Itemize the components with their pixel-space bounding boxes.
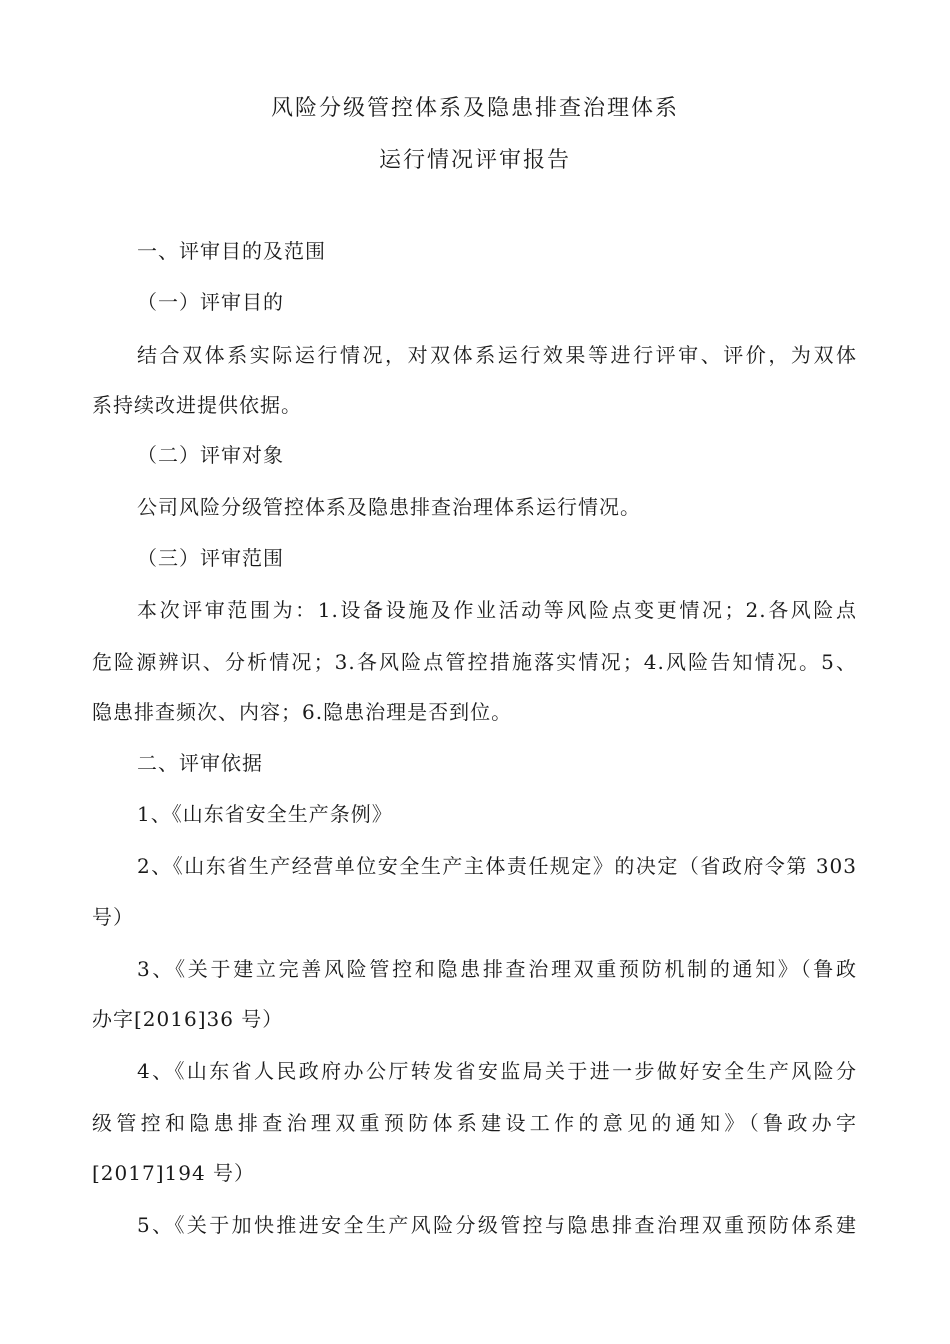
reference-item-continued: [2017]194 号） [92, 1161, 256, 1185]
section-heading-1: 一、评审目的及范围 [137, 239, 326, 263]
reference-item: 3、《关于建立完善风险管控和隐患排查治理双重预防机制的通知》（鲁政 [137, 957, 857, 981]
reference-item-continued: 办字[2016]36 号） [92, 1007, 284, 1031]
title-line-2: 运行情况评审报告 [378, 148, 571, 173]
reference-item: 2、《山东省生产经营单位安全生产主体责任规定》的决定（省政府令第 303 [137, 854, 857, 878]
reference-item: 4、《山东省人民政府办公厅转发省安监局关于进一步做好安全生产风险分 [137, 1059, 857, 1083]
section-heading-2: 二、评审依据 [137, 751, 263, 775]
reference-item: 1、《山东省安全生产条例》 [137, 802, 393, 826]
paragraph-line: 危险源辨识、分析情况；3.各风险点管控措施落实情况；4.风险告知情况。5、 [92, 650, 857, 674]
reference-item-continued: 级管控和隐患排查治理双重预防体系建设工作的意见的通知》（鲁政办字 [92, 1111, 857, 1135]
title-line-1: 风险分级管控体系及隐患排查治理体系 [270, 96, 679, 121]
subsection-heading: （一）评审目的 [137, 290, 284, 314]
reference-item: 5、《关于加快推进安全生产风险分级管控与隐患排查治理双重预防体系建 [137, 1213, 857, 1237]
paragraph-line: 系持续改进提供依据。 [92, 393, 302, 417]
paragraph-line: 本次评审范围为：1.设备设施及作业活动等风险点变更情况；2.各风险点 [137, 598, 857, 622]
paragraph-line: 隐患排查频次、内容；6.隐患治理是否到位。 [92, 700, 513, 724]
subsection-heading: （二）评审对象 [137, 443, 284, 467]
paragraph-line: 公司风险分级管控体系及隐患排查治理体系运行情况。 [137, 495, 641, 519]
reference-item-continued: 号） [92, 905, 134, 929]
subsection-heading: （三）评审范围 [137, 546, 284, 570]
paragraph-line: 结合双体系实际运行情况，对双体系运行效果等进行评审、评价，为双体 [137, 343, 857, 367]
